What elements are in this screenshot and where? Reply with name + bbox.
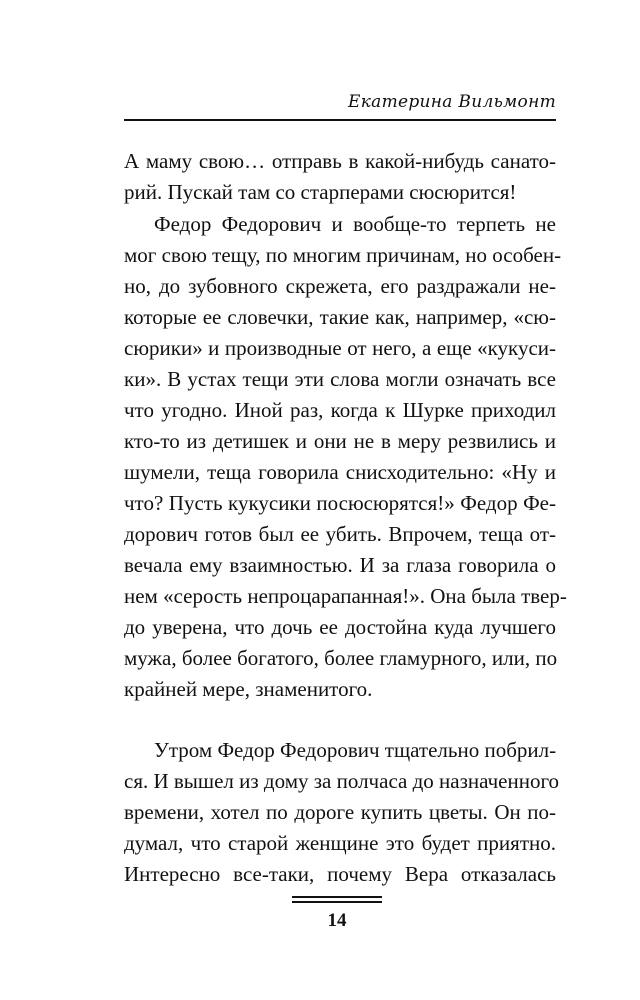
text-line-7: сюрики» и производные от него, а еще «кукуси-	[124, 336, 556, 360]
header-rule	[124, 119, 556, 121]
text-line-3-paragraph-start: Федор Федорович и вообще-то терпеть не	[154, 212, 556, 236]
text-line-6: которые ее словечки, такие как, например, «сю-	[124, 305, 556, 329]
text-line-18: крайней мере, знаменитого.	[124, 677, 373, 701]
text-line-13: дорович готов был ее убить. Впрочем, теща от-	[124, 522, 556, 546]
text-line-14: вечала ему взаимностью. И за глаза говорила о	[124, 553, 556, 577]
text-line-1: А маму свою… отправь в какой-нибудь санато-	[124, 149, 556, 173]
footer-double-rule	[292, 896, 382, 903]
text-line-2: рий. Пускай там со старперами сюсюрится!	[124, 180, 517, 204]
text-line-16: до уверена, что дочь ее достойна куда лучшего	[124, 615, 556, 639]
footer-rule-lower	[292, 901, 382, 903]
running-header-author: Екатерина Вильмонт	[347, 92, 556, 112]
text-line-12: что? Пусть кукусики посюсюрятся!» Федор Фе-	[124, 491, 556, 515]
text-line-8: ки». В устах тещи эти слова могли означать все	[124, 367, 556, 391]
page-number: 14	[327, 910, 347, 931]
text-line-21: времени, хотел по дороге купить цветы. Он по-	[124, 800, 556, 824]
text-line-17: мужа, более богатого, более гламурного, или, по	[124, 646, 558, 670]
text-line-5: но, до зубовного скрежета, его раздражали не-	[124, 274, 556, 298]
text-line-10: кто-то из детишек и они не в меру резвились и	[124, 429, 556, 453]
text-line-23: Интересно все-таки, почему Вера отказалась	[124, 862, 556, 886]
text-line-22: думал, что старой женщине это будет приятно.	[124, 831, 556, 855]
text-line-9: что угодно. Иной раз, когда к Шурке приходил	[124, 398, 556, 422]
text-line-4: мог свою тещу, по многим причинам, но особен-	[124, 243, 562, 267]
footer-rule-upper	[292, 896, 382, 898]
text-line-11: шумели, теща говорила снисходительно: «Ну и	[124, 460, 556, 484]
text-line-20: ся. И вышел из дому за полчаса до назначенного	[124, 769, 560, 793]
text-line-19-paragraph-start: Утром Федор Федорович тщательно побрил-	[154, 738, 557, 762]
text-line-15: нем «серость непроцарапанная!». Она была твер-	[124, 584, 567, 608]
